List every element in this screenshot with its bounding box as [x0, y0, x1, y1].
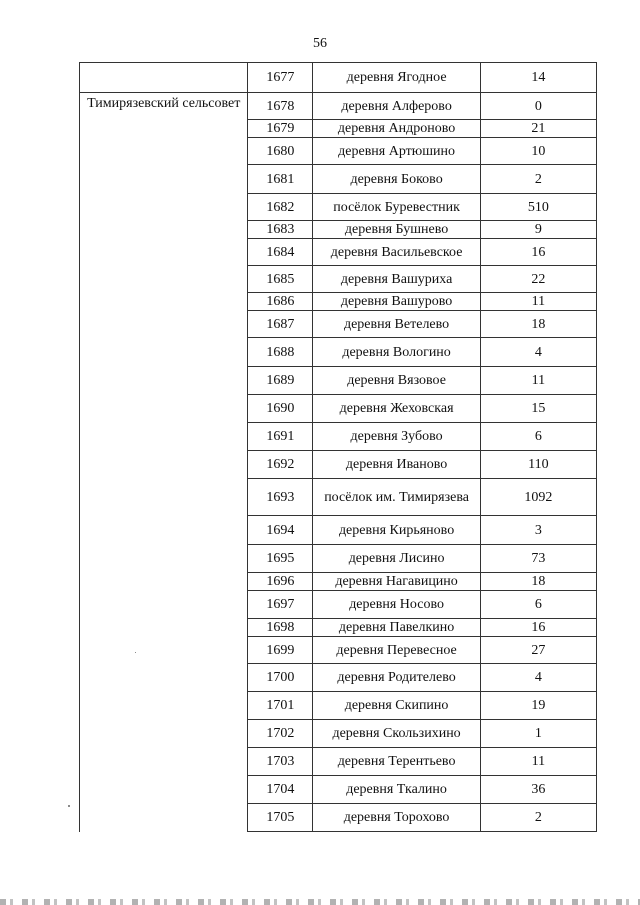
settlements-table [79, 62, 597, 832]
settlement-number-cell: 1681 [248, 165, 313, 194]
table-row [80, 63, 597, 93]
settlement-number-cell: 1683 [248, 221, 313, 239]
population-cell: 2 [480, 804, 596, 832]
settlement-name-cell: деревня Бушнево [313, 221, 480, 239]
population-cell: 21 [480, 120, 596, 138]
settlement-number-cell: 1702 [248, 720, 313, 748]
settlement-number-cell: 1688 [248, 338, 313, 367]
population-cell: 18 [480, 573, 596, 591]
settlement-number-cell: 1684 [248, 239, 313, 266]
settlement-name-cell: деревня Носово [313, 591, 480, 619]
scan-speck [68, 805, 70, 807]
settlement-number-cell: 1703 [248, 748, 313, 776]
page-number: 56 [313, 36, 327, 51]
settlement-number-cell: 1679 [248, 120, 313, 138]
population-cell: 4 [480, 664, 596, 692]
settlement-name-cell: деревня Андроново [313, 120, 480, 138]
council-cell [80, 63, 248, 93]
population-cell: 0 [480, 93, 596, 120]
settlement-name-cell: посёлок Буревестник [313, 194, 480, 221]
settlement-number-cell: 1697 [248, 591, 313, 619]
settlement-number-cell: 1700 [248, 664, 313, 692]
settlement-number-cell: 1691 [248, 423, 313, 451]
settlement-number-cell: 1678 [248, 93, 313, 120]
settlement-name-cell: деревня Вашурово [313, 293, 480, 311]
settlement-name-cell: деревня Нагавицино [313, 573, 480, 591]
population-cell: 27 [480, 637, 596, 664]
population-cell: 11 [480, 367, 596, 395]
settlement-name-cell: деревня Ветелево [313, 311, 480, 338]
settlement-number-cell: 1699 [248, 637, 313, 664]
settlement-number-cell: 1686 [248, 293, 313, 311]
settlement-number-cell: 1689 [248, 367, 313, 395]
population-cell: 16 [480, 239, 596, 266]
settlement-number-cell: 1682 [248, 194, 313, 221]
settlement-number-cell: 1701 [248, 692, 313, 720]
settlement-name-cell: деревня Боково [313, 165, 480, 194]
settlement-number-cell: 1680 [248, 138, 313, 165]
population-cell: 14 [480, 63, 596, 93]
population-cell: 2 [480, 165, 596, 194]
population-cell: 22 [480, 266, 596, 293]
settlement-name-cell: деревня Алферово [313, 93, 480, 120]
population-cell: 6 [480, 423, 596, 451]
population-cell: 3 [480, 516, 596, 545]
settlement-name-cell: деревня Ягодное [313, 63, 480, 93]
settlement-number-cell: 1690 [248, 395, 313, 423]
settlement-number-cell: 1698 [248, 619, 313, 637]
settlement-name-cell: деревня Торохово [313, 804, 480, 832]
population-cell: 4 [480, 338, 596, 367]
settlement-name-cell: посёлок им. Тимирязева [313, 479, 480, 516]
population-cell: 11 [480, 748, 596, 776]
scan-edge-artifact [0, 899, 640, 905]
settlement-name-cell: деревня Перевесное [313, 637, 480, 664]
population-cell: 9 [480, 221, 596, 239]
table-row [80, 93, 597, 120]
settlement-name-cell: деревня Зубово [313, 423, 480, 451]
settlement-name-cell: деревня Вологино [313, 338, 480, 367]
population-cell: 510 [480, 194, 596, 221]
population-cell: 1 [480, 720, 596, 748]
settlement-name-cell: деревня Лисино [313, 545, 480, 573]
settlement-number-cell: 1685 [248, 266, 313, 293]
settlement-number-cell: 1692 [248, 451, 313, 479]
settlement-name-cell: деревня Вязовое [313, 367, 480, 395]
settlement-number-cell: 1687 [248, 311, 313, 338]
population-cell: 73 [480, 545, 596, 573]
population-cell: 15 [480, 395, 596, 423]
settlement-name-cell: деревня Ткалино [313, 776, 480, 804]
population-cell: 16 [480, 619, 596, 637]
settlement-name-cell: деревня Павелкино [313, 619, 480, 637]
settlement-name-cell: деревня Кирьяново [313, 516, 480, 545]
settlement-name-cell: деревня Скипино [313, 692, 480, 720]
settlement-number-cell: 1705 [248, 804, 313, 832]
settlement-number-cell: 1695 [248, 545, 313, 573]
population-cell: 36 [480, 776, 596, 804]
settlement-name-cell: деревня Скользихино [313, 720, 480, 748]
settlement-name-cell: деревня Артюшино [313, 138, 480, 165]
population-cell: 19 [480, 692, 596, 720]
population-cell: 18 [480, 311, 596, 338]
settlement-number-cell: 1677 [248, 63, 313, 93]
settlement-name-cell: деревня Иваново [313, 451, 480, 479]
settlement-name-cell: деревня Васильевское [313, 239, 480, 266]
settlement-number-cell: 1693 [248, 479, 313, 516]
population-cell: 110 [480, 451, 596, 479]
settlement-number-cell: 1694 [248, 516, 313, 545]
population-cell: 6 [480, 591, 596, 619]
scan-speck [135, 652, 136, 653]
council-cell: Тимирязевский сельсовет [80, 93, 248, 832]
settlement-name-cell: деревня Родителево [313, 664, 480, 692]
population-cell: 11 [480, 293, 596, 311]
population-cell: 1092 [480, 479, 596, 516]
population-cell: 10 [480, 138, 596, 165]
settlement-number-cell: 1696 [248, 573, 313, 591]
settlements-table-body [80, 63, 597, 832]
settlement-name-cell: деревня Терентьево [313, 748, 480, 776]
settlement-name-cell: деревня Жеховская [313, 395, 480, 423]
settlement-number-cell: 1704 [248, 776, 313, 804]
settlement-name-cell: деревня Вашуриха [313, 266, 480, 293]
